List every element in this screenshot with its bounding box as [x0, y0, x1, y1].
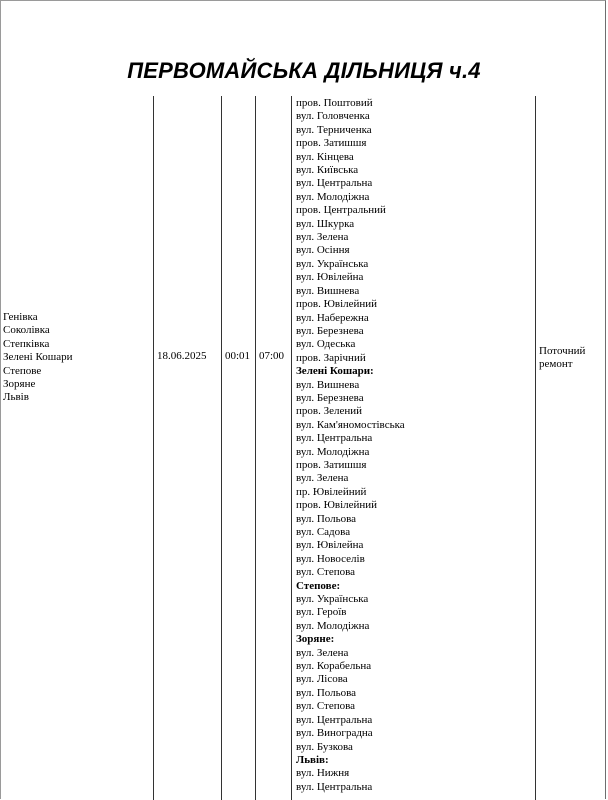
street-item: вул. Березнева — [296, 391, 364, 404]
column-divider — [291, 96, 292, 800]
street-item: пров. Зарічний — [296, 351, 366, 364]
locality-heading: Степове: — [296, 579, 341, 592]
street-item: пров. Ювілейний — [296, 499, 378, 512]
street-item: пров. Центральний — [296, 204, 386, 217]
street-item: вул. Молодіжна — [296, 619, 370, 632]
street-item: пров. Затишшя — [296, 137, 367, 150]
locality-heading: Зелені Кошари: — [296, 365, 374, 378]
street-item: вул. Степова — [296, 566, 356, 579]
street-item: вул. Ювілейна — [296, 539, 364, 552]
street-item: вул. Корабельна — [296, 660, 372, 673]
street-item: вул. Центральна — [296, 780, 373, 793]
street-item: вул. Зелена — [296, 472, 349, 485]
page-title: ПЕРВОМАЙСЬКА ДІЛЬНИЦЯ ч.4 — [127, 58, 481, 83]
work-type-cell — [539, 345, 585, 372]
street-item: вул. Виноградна — [296, 727, 373, 740]
street-item: вул. Центральна — [296, 177, 373, 190]
street-item: вул. Героїв — [296, 606, 347, 619]
locality-name: Львів — [3, 391, 29, 404]
street-item: вул. Березнева — [296, 324, 364, 337]
street-item: вул. Новоселів — [296, 552, 365, 565]
street-item: вул. Вишнева — [296, 378, 360, 391]
locality-name: Зоряне — [3, 378, 36, 391]
locality-name: Зелені Кошари — [3, 351, 73, 364]
time-start: 00:01 — [225, 350, 251, 362]
locality-name: Генівка — [3, 311, 38, 323]
street-item: вул. Лісова — [296, 673, 348, 686]
locality-heading: Львів: — [296, 753, 329, 766]
street-item: вул. Вишнева — [296, 284, 360, 297]
street-item: вул. Польова — [296, 686, 357, 699]
locality-name: Степківка — [3, 337, 50, 350]
street-item: вул. Бузкова — [296, 740, 353, 753]
street-item: вул. Одеська — [296, 338, 356, 351]
street-item: вул. Молодіжна — [296, 190, 370, 203]
column-divider — [535, 96, 536, 800]
street-item: вул. Шкурка — [296, 217, 355, 230]
street-item: вул. Садова — [296, 526, 351, 538]
work-type-line: Поточний — [539, 345, 586, 357]
street-item: вул. Кам'яномостівська — [296, 418, 405, 431]
street-item: пров. Ювілейний — [296, 298, 378, 311]
work-type-line: ремонт — [539, 358, 573, 371]
street-item: вул. Степова — [296, 700, 356, 713]
time-end: 07:00 — [259, 350, 285, 362]
street-item: вул. Нижня — [296, 767, 350, 780]
street-item: вул. Українська — [296, 593, 369, 606]
street-item: вул. Набережна — [296, 311, 369, 324]
street-item: вул. Головченка — [296, 110, 370, 123]
localities-cell — [3, 311, 73, 405]
street-item: пров. Зелений — [296, 405, 363, 418]
street-item: вул. Зелена — [296, 231, 349, 244]
street-item: пров. Поштовий — [296, 97, 373, 109]
street-item: пров. Затишшя — [296, 458, 367, 471]
column-divider — [221, 96, 222, 800]
column-divider — [153, 96, 154, 800]
column-divider — [255, 96, 256, 800]
street-item: вул. Молодіжна — [296, 445, 370, 458]
street-item: вул. Терниченка — [296, 123, 372, 136]
street-item: вул. Київська — [296, 164, 359, 177]
street-item: вул. Зелена — [296, 646, 349, 659]
street-item: вул. Польова — [296, 512, 357, 525]
outage-date: 18.06.2025 — [157, 350, 207, 362]
street-item: вул. Центральна — [296, 432, 373, 445]
locality-name: Соколівка — [3, 324, 50, 337]
street-list — [296, 97, 405, 794]
street-item: вул. Центральна — [296, 713, 373, 726]
street-item: вул. Ювілейна — [296, 271, 364, 284]
locality-heading: Зоряне: — [296, 633, 335, 646]
street-item: пр. Ювілейний — [296, 485, 367, 498]
street-item: вул. Українська — [296, 257, 369, 270]
street-item: вул. Кінцева — [296, 150, 354, 163]
street-item: вул. Осіння — [296, 244, 350, 257]
locality-name: Степове — [3, 364, 42, 377]
